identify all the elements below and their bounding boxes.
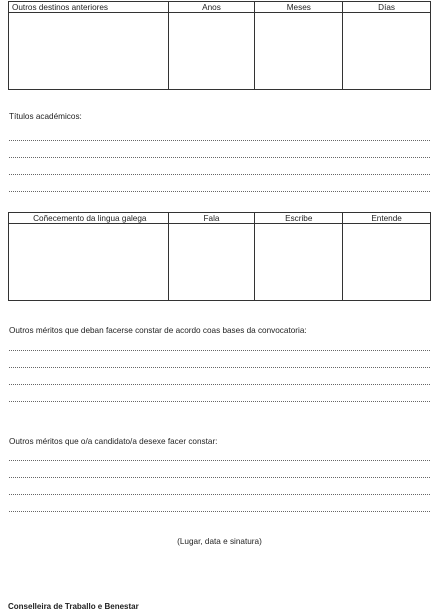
merits-candidate-line-4[interactable] — [9, 511, 430, 512]
cell-anos[interactable] — [168, 13, 255, 90]
col-header-fala: Fala — [168, 213, 255, 224]
academic-titles-line-3[interactable] — [9, 174, 430, 175]
previous-destinations-table — [8, 1, 431, 90]
merits-bases-line-4[interactable] — [9, 401, 430, 402]
merits-bases-line-1[interactable] — [9, 350, 430, 351]
academic-titles-line-1[interactable] — [9, 140, 430, 141]
merits-bases-line-3[interactable] — [9, 384, 430, 385]
cell-fala[interactable] — [168, 224, 255, 301]
cell-destinos[interactable] — [9, 13, 169, 90]
col-header-meses: Meses — [255, 2, 343, 13]
cell-escribe[interactable] — [255, 224, 343, 301]
merits-candidate-line-1[interactable] — [9, 460, 430, 461]
galician-language-table — [8, 212, 431, 301]
cell-meses[interactable] — [255, 13, 343, 90]
cell-dias[interactable] — [343, 13, 431, 90]
merits-candidate-line-3[interactable] — [9, 494, 430, 495]
merits-candidate-label: Outros méritos que o/a candidato/a desexe facer constar: — [9, 437, 218, 446]
col-header-entende: Entende — [343, 213, 431, 224]
col-header-destinos: Outros destinos anteriores — [9, 2, 169, 13]
merits-bases-label: Outros méritos que deban facerse constar de acordo coas bases da convocatoria: — [9, 326, 307, 335]
merits-candidate-line-2[interactable] — [9, 477, 430, 478]
col-header-dias: Días — [343, 2, 431, 13]
cell-entende[interactable] — [343, 224, 431, 301]
cell-lingua[interactable] — [9, 224, 169, 301]
merits-bases-line-2[interactable] — [9, 367, 430, 368]
addressee: Conselleira de Traballo e Benestar — [8, 602, 139, 611]
col-header-escribe: Escribe — [255, 213, 343, 224]
col-header-lingua: Coñecemento da lingua galega — [9, 213, 169, 224]
academic-titles-label: Títulos académicos: — [9, 112, 82, 121]
academic-titles-line-4[interactable] — [9, 191, 430, 192]
col-header-anos: Anos — [168, 2, 255, 13]
signature-note: (Lugar, data e sinatura) — [177, 537, 262, 546]
academic-titles-line-2[interactable] — [9, 157, 430, 158]
